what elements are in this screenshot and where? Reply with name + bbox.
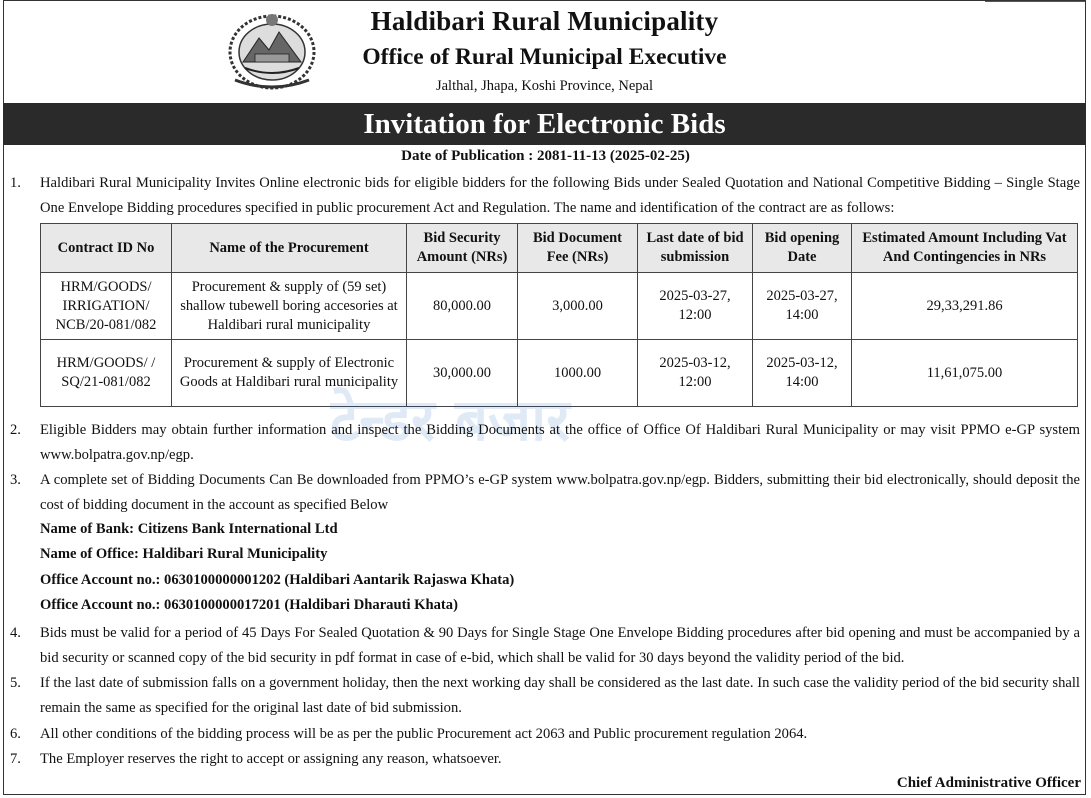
item-number: 6. [10,726,21,742]
watermark-text: टेन्डर बजार [330,386,570,454]
item-text: If the last date of submission falls on a government holiday, then the next working day shall be considered as the last date. In such case the validity period of the bid security shall remain the same as specified for the original last date of bid submission. [40,675,1080,716]
item-text: All other conditions of the bidding process will be as per the public Procurement act 2063 and Public procurement regulation 2064. [40,726,808,742]
table-cell: 3,000.00 [518,273,638,340]
item-number: 5. [10,675,21,691]
header-cell: Bid Security Amount (NRs) [407,224,518,273]
table-header-row [41,224,1078,273]
table-cell: 29,33,291.86 [852,273,1078,340]
header-cell: Bid opening Date [753,224,852,273]
item-number: 1. [10,175,21,191]
item-text: Eligible Bidders may obtain further information and inspect the Bidding Documents at the office of Office Of Haldibari Rural Municipality or may visit PPMO e-GP system www.bolpatra.gov.np/egp. [40,422,1080,463]
header-cell: Last date of bid submission [638,224,753,273]
municipality-title: Haldibari Rural Municipality [370,6,719,36]
table-cell: Procurement & supply of (59 set) shallow tubewell boring accesories at Haldibari rural municipality [172,273,407,340]
account-number-1: Office Account no.: 0630100000001202 (Haldibari Aantarik Rajaswa Khata) [40,572,515,588]
table-cell: 2025-03-27, 12:00 [638,273,753,340]
header-cell: Estimated Amount Including Vat And Contingencies in NRs [852,224,1078,273]
table-cell: Procurement & supply of Electronic Goods at Haldibari rural municipality [172,340,407,407]
table-cell: 2025-03-27, 14:00 [753,273,852,340]
publication-date: Date of Publication : 2081-11-13 (2025-02-25) [401,148,690,164]
account-number-2: Office Account no.: 0630100000017201 (Haldibari Dharauti Khata) [40,597,458,613]
header-cell: Bid Document Fee (NRs) [518,224,638,273]
item-number: 2. [10,422,21,438]
address: Jalthal, Jhapa, Koshi Province, Nepal [435,78,654,94]
table-cell: 2025-03-12, 14:00 [753,340,852,407]
header-cell: Name of the Procurement [172,224,407,273]
letterhead [3,0,1086,103]
table-cell: 80,000.00 [407,273,518,340]
table-cell: 11,61,075.00 [852,340,1078,407]
table-cell: 2025-03-12, 12:00 [638,340,753,407]
office-name: Name of Office: Haldibari Rural Municipality [40,546,328,562]
item-text: Haldibari Rural Municipality Invites Online electronic bids for eligible bidders for the following Bids under Sealed Quotation and National Competitive Bidding – Single Stage One Envelope Bidding procedures specified in public procurement Act and Regulation. The name and identification of the contract are as follows: [40,175,1080,216]
item-number: 3. [10,472,21,488]
bids-table [40,223,1078,407]
table-cell: 30,000.00 [407,340,518,407]
item-number: 4. [10,625,21,641]
signature-title: Chief Administrative Officer [896,775,1081,791]
office-subtitle: Office of Rural Municipal Executive [362,44,727,70]
table-cell: HRM/GOODS/ IRRIGATION/ NCB/20-081/082 [41,273,172,340]
item-text: Bids must be valid for a period of 45 Days For Sealed Quotation & 90 Days for Single Stage One Envelope Bidding procedures after bid opening and must be accompanied by a bid security or scanned copy of the bid security in pdf format in case of e-bid, which shall be valid for 30 days beyond the validity period of the bid. [40,625,1080,666]
table-row [41,273,1078,340]
bank-name: Name of Bank: Citizens Bank International Ltd [40,521,338,537]
table-cell: HRM/GOODS/ / SQ/21-081/082 [41,340,172,407]
header-cell: Contract ID No [41,224,172,273]
notice-banner: Invitation for Electronic Bids [3,103,1086,145]
item-number: 7. [10,751,21,767]
item-text: The Employer reserves the right to accept or assigning any reason, whatsoever. [40,751,502,767]
table-cell: 1000.00 [518,340,638,407]
table-row [41,340,1078,407]
item-text: A complete set of Bidding Documents Can Be downloaded from PPMO’s e-GP system www.bolpatra.gov.np/egp. Bidders, submitting their bid electronically, should deposit the cost of bidding document in the account as specified Below [40,472,1080,513]
